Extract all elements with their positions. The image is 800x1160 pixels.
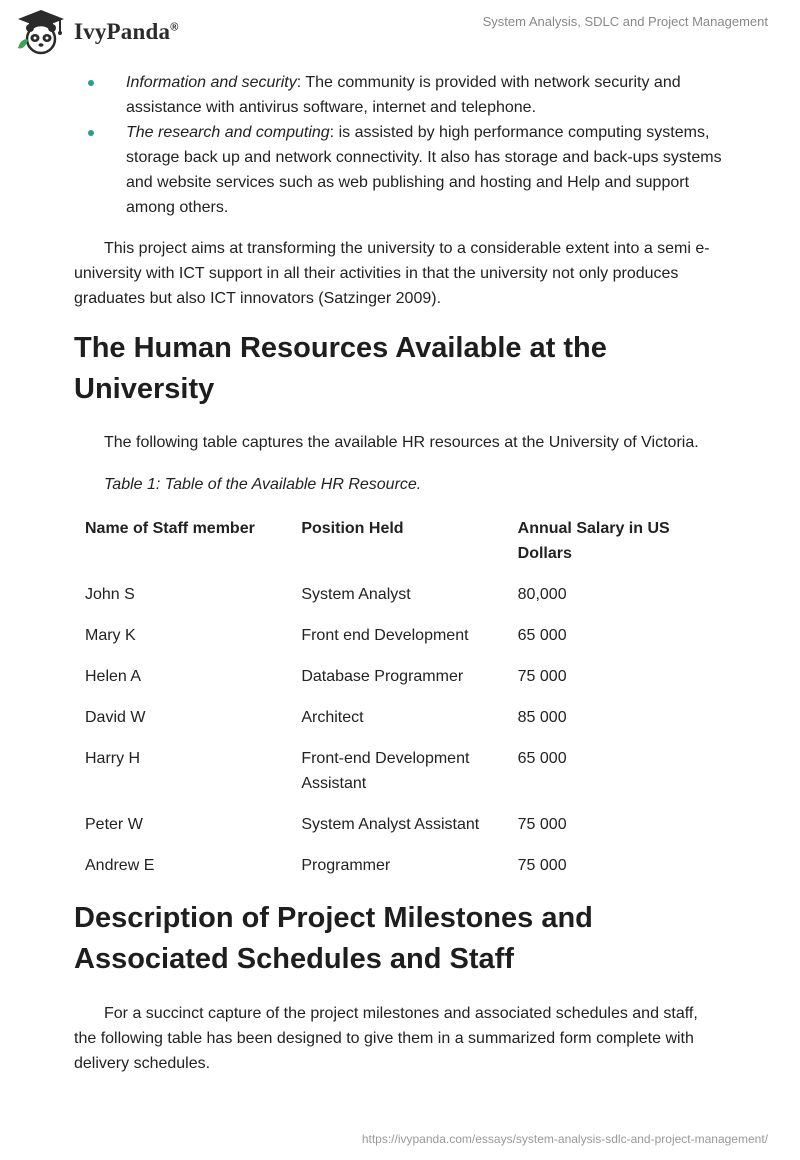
hr-resources-table — [74, 508, 724, 886]
ivypanda-logo[interactable] — [14, 8, 179, 56]
source-url-link[interactable]: https://ivypanda.com/essays/system-analysis-sdlc-and-project-management/ — [361, 1132, 768, 1146]
cell-position: System Analyst — [301, 586, 411, 603]
document-title: System Analysis, SDLC and Project Management — [482, 14, 768, 29]
cell-position: Programmer — [301, 857, 391, 874]
column-header-position: Position Held — [301, 520, 404, 537]
column-header-salary: Annual Salary in US Dollars — [517, 520, 670, 562]
cell-salary: 75 000 — [517, 857, 567, 874]
cell-salary: 65 000 — [517, 627, 567, 644]
paragraph-project-aim: This project aims at transforming the university to a considerable extent into a semi e-university with ICT support in all their activities in that the university not only produces graduates but also ICT innovators (Satzinger 2009). — [74, 240, 710, 307]
bullet-term: The research and computing — [126, 124, 330, 141]
table-row — [74, 656, 724, 697]
cell-position: Database Programmer — [301, 668, 464, 685]
cell-position: Front end Development — [301, 627, 469, 644]
cell-salary: 80,000 — [517, 586, 567, 603]
bullet-text: : The community is provided with network security and assistance with antivirus software, internet and telephone. — [126, 74, 681, 116]
table-row — [74, 574, 724, 615]
list-item — [0, 120, 800, 220]
cell-position: Architect — [301, 709, 364, 726]
cell-name: Andrew E — [85, 857, 155, 874]
table-row — [74, 697, 724, 738]
cell-name: David W — [85, 709, 146, 726]
cell-name: John S — [85, 586, 135, 603]
cell-position: System Analyst Assistant — [301, 816, 480, 833]
cell-salary: 65 000 — [517, 750, 567, 767]
page-header — [0, 0, 800, 64]
bullet-term: Information and security — [126, 74, 297, 91]
cell-salary: 85 000 — [517, 709, 567, 726]
paragraph-table-intro: The following table captures the available HR resources at the University of Victoria. — [104, 434, 699, 451]
table-header-row — [74, 508, 724, 574]
bullet-dot-icon — [88, 80, 94, 86]
table-row — [74, 738, 724, 804]
table-row — [74, 615, 724, 656]
service-bullet-list — [0, 70, 800, 220]
table-caption: Table 1: Table of the Available HR Resource. — [104, 476, 422, 493]
paragraph-milestones-intro: For a succinct capture of the project milestones and associated schedules and staff, the following table has been designed to give them in a summarized form complete with delivery schedules. — [74, 1005, 698, 1072]
logo-wordmark: IvyPanda® — [74, 19, 179, 44]
cell-name: Peter W — [85, 816, 143, 833]
cell-name: Harry H — [85, 750, 141, 767]
cell-name: Helen A — [85, 668, 142, 685]
column-header-name: Name of Staff member — [85, 520, 255, 537]
list-item — [0, 70, 800, 120]
bullet-text: : is assisted by high performance computing systems, storage back up and network connectivity. It also has storage and back-ups systems and website services such as web publishing and hosting and Help and support among others. — [126, 124, 722, 216]
cell-name: Mary K — [85, 627, 136, 644]
bullet-dot-icon — [88, 130, 94, 136]
table-row — [74, 845, 724, 886]
cell-position: Front-end Development Assistant — [301, 750, 470, 792]
panda-graduate-icon — [14, 8, 68, 56]
cell-salary: 75 000 — [517, 816, 567, 833]
table-row — [74, 804, 724, 845]
heading-human-resources: The Human Resources Available at the University — [74, 332, 607, 405]
cell-salary: 75 000 — [517, 668, 567, 685]
heading-project-milestones: Description of Project Milestones and Associated Schedules and Staff — [74, 902, 593, 975]
